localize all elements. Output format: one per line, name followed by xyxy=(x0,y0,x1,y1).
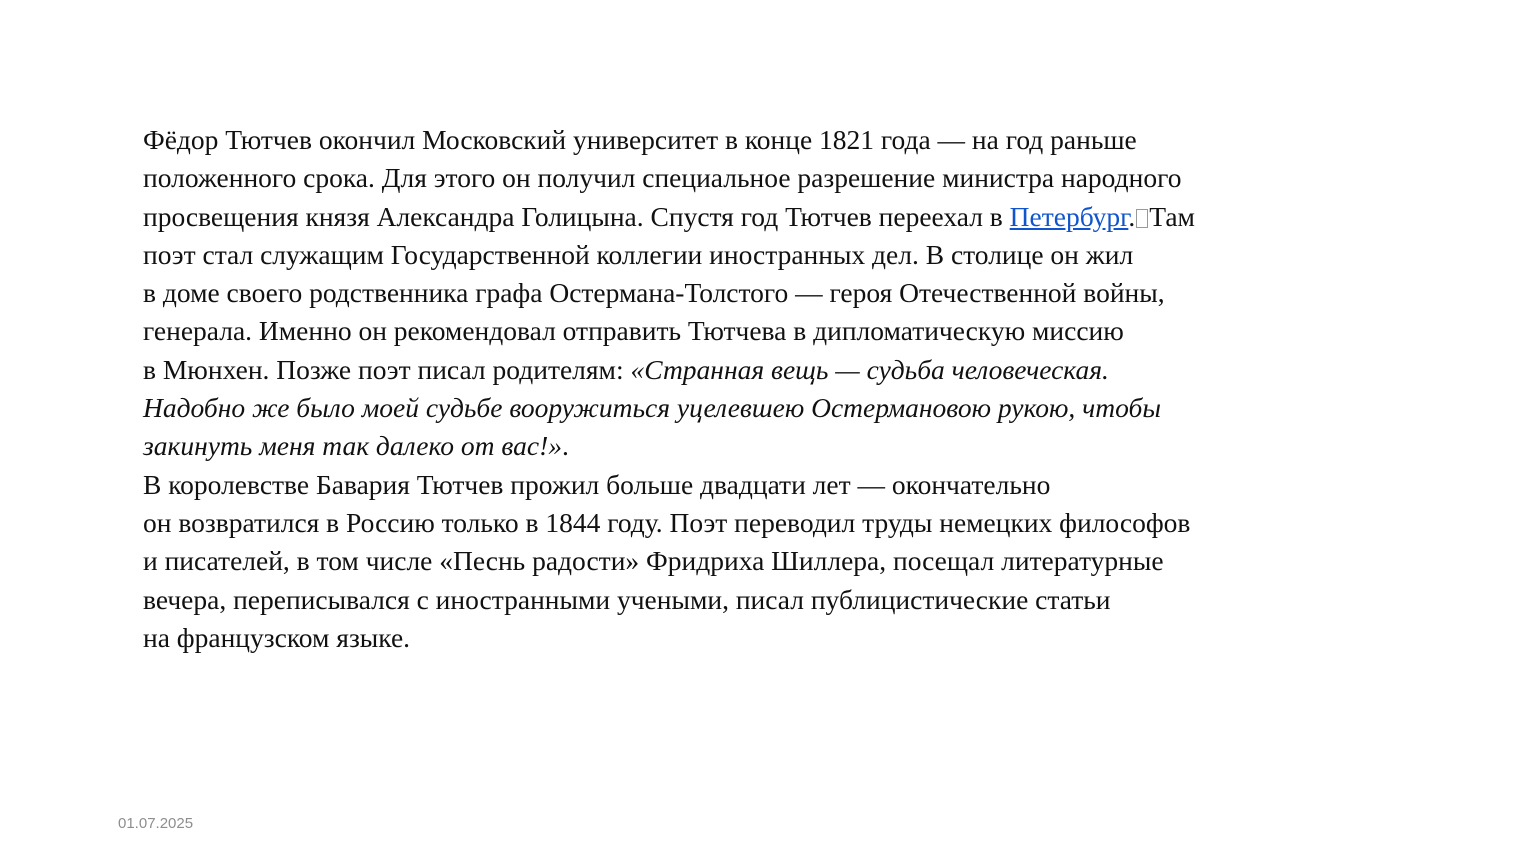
text-line: и писателей, в том числе «Песнь радости» Фридриха Шиллера, посещал литературные xyxy=(143,545,1164,577)
text-segment: просвещения князя Александра Голицына. Спустя год Тютчев переехал в xyxy=(143,200,1010,232)
text-line: положенного срока. Для этого он получил специальное разрешение министра народного xyxy=(143,162,1182,194)
text-line: В королевстве Бавария Тютчев прожил больше двадцати лет — окончательно xyxy=(143,468,1051,500)
text-line: Фёдор Тютчев окончил Московский университет в конце 1821 года — на год раньше xyxy=(143,124,1137,155)
text-segment: . xyxy=(562,430,569,462)
text-line xyxy=(143,351,1383,389)
text-line xyxy=(143,198,1383,236)
missing-glyph-icon xyxy=(1136,209,1148,228)
quote-text: «Странная вещь — судьба человеческая. xyxy=(630,353,1109,385)
text-line xyxy=(143,427,1383,465)
slide-date: 01.07.2025 xyxy=(118,815,194,832)
text-line: поэт стал служащим Государственной коллегии иностранных дел. В столице он жил xyxy=(143,238,1134,270)
petersburg-link[interactable]: Петербург xyxy=(1009,200,1129,232)
text-line: вечера, переписывался с иностранными учеными, писал публицистические статьи xyxy=(143,583,1111,615)
text-segment: Там xyxy=(1149,200,1195,232)
quote-line: Надобно же было моей судьбе вооружиться уцелевшею Остермановою рукою, чтобы xyxy=(143,392,1161,424)
text-segment: в Мюнхен. Позже поэт писал родителям: xyxy=(143,353,631,385)
quote-text: закинуть меня так далеко от вас!» xyxy=(143,430,563,462)
text-line: он возвратился в Россию только в 1844 году. Поэт переводил труды немецких философов xyxy=(143,506,1191,538)
text-line: генерала. Именно он рекомендовал отправить Тютчева в дипломатическую миссию xyxy=(143,315,1124,347)
text-line: на французском языке. xyxy=(143,621,411,653)
body-text xyxy=(143,121,1383,657)
text-line: в доме своего родственника графа Остермана-Толстого — героя Отечественной войны, xyxy=(143,277,1165,309)
text-segment: . xyxy=(1128,200,1136,232)
